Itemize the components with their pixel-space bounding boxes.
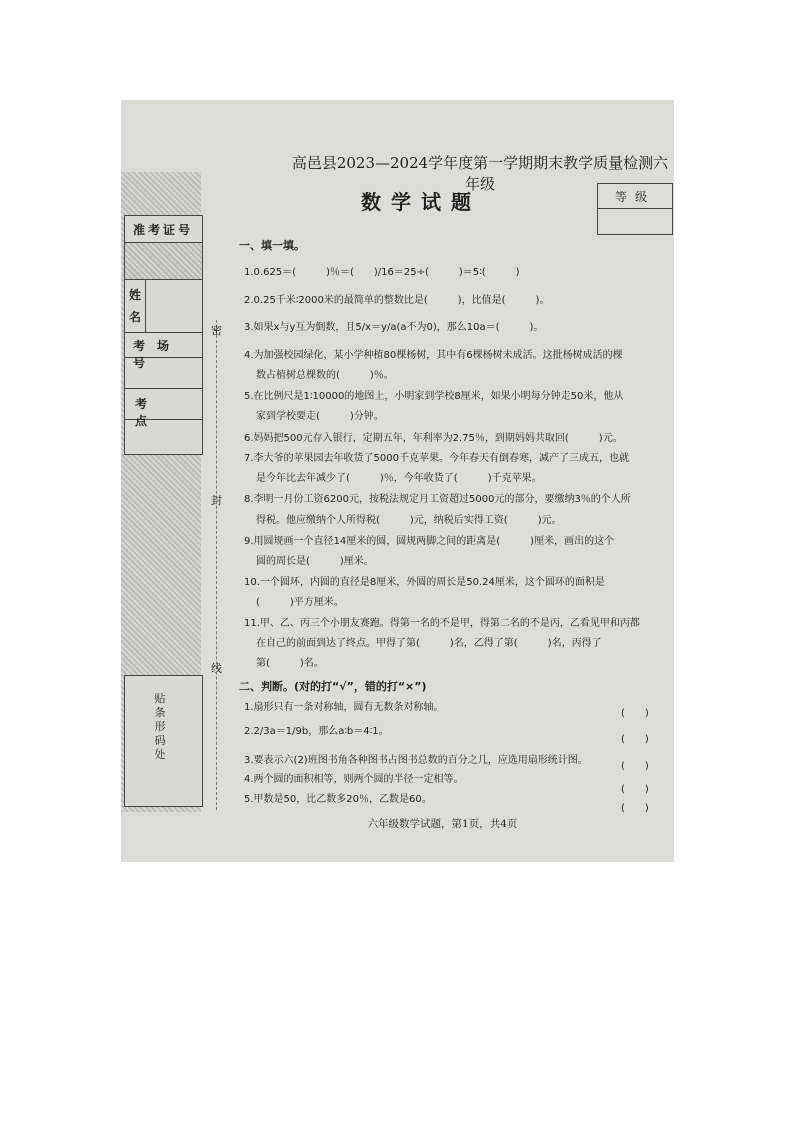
question-4b: 数占植树总棵数的( )％。 <box>256 370 394 381</box>
question-10a: 10.一个圆环，内圆的直径是8厘米，外圆的周长是50.24厘米，这个圆环的面积是 <box>244 577 605 588</box>
question-5a: 5.在比例尺是1∶10000的地图上，小明家到学校8厘米，如果小明每分钟走50米，他从 <box>244 391 624 402</box>
question-7b: 是今年比去年减少了( )％，今年收货了( )千克苹果。 <box>256 473 542 484</box>
student-info-box <box>124 215 203 455</box>
section2-title: 二、判断。(对的打“√”，错的打“×”) <box>239 680 427 693</box>
seal-dashed-line <box>216 320 217 810</box>
judge-5: 5.甲数是50，比乙数多20％，乙数是60。 <box>244 794 432 805</box>
grade-label: 等级 <box>614 190 655 204</box>
name-row <box>125 280 202 333</box>
judge-1: 1.扇形只有一条对称轴，圆有无数条对称轴。 <box>244 702 444 713</box>
judge-3: 3.要表示六(2)班图书角各种图书占图书总数的百分之几，应选用扇形统计图。 <box>244 755 588 766</box>
question-11b: 在自己的前面到达了终点。甲得了第( )名，乙得了第( )名，丙得了 <box>256 638 602 649</box>
exam-id-label: 准考证号 <box>133 223 194 237</box>
exam-id-field <box>125 243 202 280</box>
page-footer: 六年级数学试题，第1页，共4页 <box>367 818 518 830</box>
site-field <box>125 420 202 453</box>
question-3: 3.如果x与y互为倒数，且5/x＝y/a(a不为0)，那么10a＝( )。 <box>244 322 544 333</box>
question-4a: 4.为加强校园绿化，某小学种植80棵杨树，其中有6棵杨树未成活。这批杨树成活的棵 <box>244 350 623 361</box>
exam-id-row <box>125 216 202 243</box>
name-label: 姓名 <box>129 288 142 324</box>
judge-4-answer: ( ) <box>621 784 649 795</box>
exam-title-line1: 高邑县2023—2024学年度第一学期期末教学质量检测六年级 <box>291 154 669 193</box>
exam-title: 数学试题 <box>361 190 481 214</box>
judge-5-answer: ( ) <box>621 803 649 814</box>
question-11a: 11.甲、乙、丙三个小朋友赛跑。得第一名的不是甲，得第二名的不是丙，乙看见甲和丙都 <box>244 618 640 629</box>
grade-box <box>597 183 673 235</box>
question-6: 6.妈妈把500元存入银行，定期五年，年利率为2.75％，到期妈妈共取回( )元。 <box>244 433 623 444</box>
judge-2: 2.2/3a＝1/9b，那么a∶b＝4∶1。 <box>244 726 389 737</box>
seal-mi: 密 <box>211 324 222 337</box>
question-9b: 圆的周长是( )厘米。 <box>256 556 374 567</box>
question-8a: 8.李明一月份工资6200元，按税法规定月工资超过5000元的部分，要缴纳3％的个人所 <box>244 494 631 505</box>
question-8b: 得税。他应缴纳个人所得税( )元，纳税后实得工资( )元。 <box>256 515 562 526</box>
question-1: 1.0.625＝( )％＝( )/16＝25÷( )＝5∶( ) <box>244 267 520 278</box>
judge-4: 4.两个圆的面积相等，则两个圆的半径一定相等。 <box>244 774 464 785</box>
room-row <box>125 333 202 370</box>
room-label: 考场号 <box>133 339 182 370</box>
site-row <box>125 389 202 428</box>
seal-xian: 线 <box>211 662 222 675</box>
site-label: 考点 <box>135 397 174 428</box>
question-7a: 7.李大爷的苹果园去年收货了5000千克苹果。今年春天有倒春寒，减产了三成五，也就 <box>244 453 629 464</box>
judge-2-answer: ( ) <box>621 734 649 745</box>
question-2: 2.0.25千米∶2000米的最简单的整数比是( )，比值是( )。 <box>244 295 550 306</box>
judge-1-answer: ( ) <box>621 708 649 719</box>
seal-feng: 封 <box>211 494 222 507</box>
room-field <box>125 358 202 389</box>
judge-3-answer: ( ) <box>621 761 649 772</box>
question-10b: ( )平方厘米。 <box>256 597 344 608</box>
scanned-exam-page <box>121 100 674 862</box>
section1-title: 一、填一填。 <box>239 239 305 252</box>
question-11c: 第( )名。 <box>256 658 324 669</box>
question-5b: 家到学校要走( )分钟。 <box>256 411 384 422</box>
question-9a: 9.用圆规画一个直径14厘米的圆，圆规两脚之间的距离是( )厘米，画出的这个 <box>244 536 615 547</box>
barcode-label: 贴条形码处 <box>154 692 166 761</box>
